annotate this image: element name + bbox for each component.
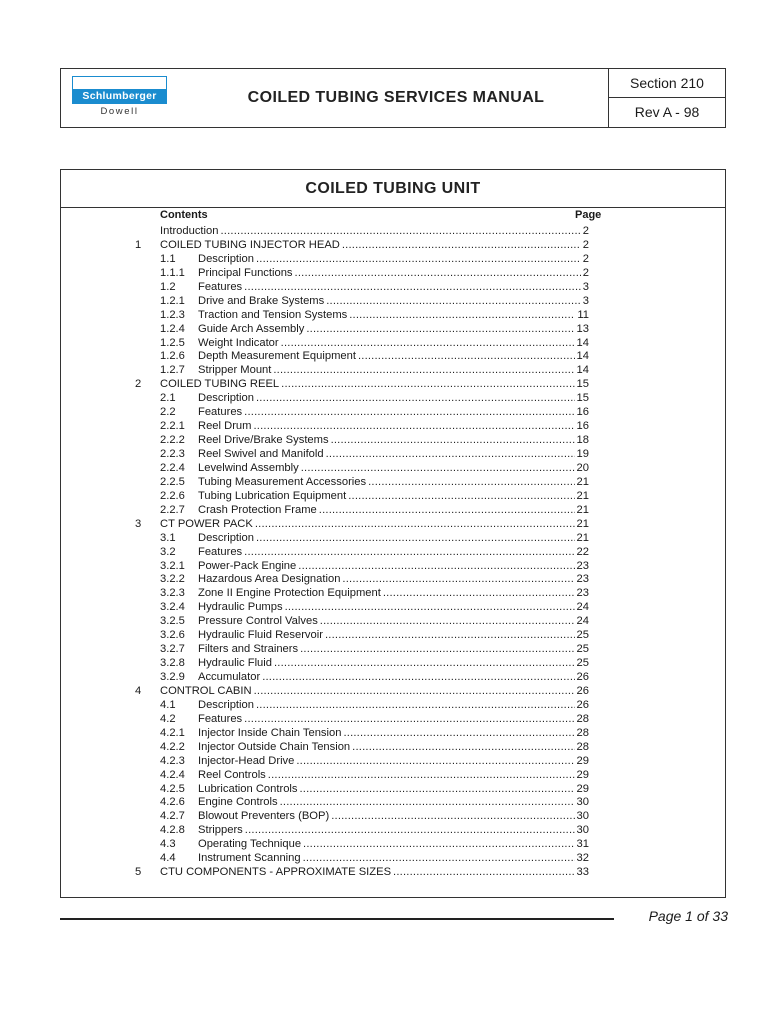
toc-leader-dots (331, 434, 575, 448)
toc-title: Description (198, 252, 254, 265)
toc-page-number: 16 (576, 406, 589, 419)
toc-section-number: 4.4 (160, 852, 176, 865)
toc-leader-dots (319, 504, 575, 518)
toc-section-number: 2.2.1 (160, 420, 185, 433)
toc-section-number: 4.2.8 (160, 824, 185, 837)
toc-page-number: 24 (576, 601, 589, 614)
toc-page-number: 28 (576, 726, 589, 739)
toc-entry (61, 434, 725, 448)
toc-leader-dots (285, 601, 575, 615)
toc-section-number: 1.2 (160, 280, 176, 293)
toc-title: Drive and Brake Systems (198, 294, 325, 307)
toc-entry (61, 225, 725, 239)
toc-page-number: 21 (576, 517, 589, 530)
toc-page-number: 30 (576, 824, 589, 837)
revision-label: Rev A - 98 (608, 98, 725, 127)
toc-title: Principal Functions (198, 266, 293, 279)
toc-title: Engine Controls (198, 796, 278, 809)
toc-title: Stripper Mount (198, 364, 272, 377)
toc-section-number: 2.2.3 (160, 448, 185, 460)
toc-page-number: 20 (576, 461, 589, 474)
toc-entry (61, 337, 725, 351)
toc-leader-dots (352, 741, 574, 755)
toc-page-number: 2 (582, 225, 589, 237)
toc-title: Hazardous Area Designation (198, 573, 341, 586)
toc-section-number: 4.2 (160, 712, 176, 725)
toc-title: Hydraulic Fluid Reservoir (198, 629, 323, 642)
toc-leader-dots (280, 796, 575, 810)
toc-entry (61, 476, 725, 490)
toc-title: Guide Arch Assembly (198, 322, 305, 335)
toc-leader-dots (220, 225, 580, 239)
toc-leader-dots (256, 392, 575, 406)
toc-leader-dots (256, 532, 575, 546)
toc-section-number: 4.2.5 (160, 782, 185, 795)
toc-leader-dots (244, 281, 581, 295)
toc-title: Crash Protection Frame (198, 503, 317, 516)
toc-page-number: 29 (576, 754, 589, 767)
toc-leader-dots (303, 852, 575, 866)
toc-title: CT POWER PACK (160, 517, 253, 530)
toc-leader-dots (393, 866, 575, 880)
logo-frame (72, 76, 167, 89)
toc-entry (61, 532, 725, 546)
toc-title: Injector-Head Drive (198, 754, 295, 767)
toc-page-number: 26 (576, 671, 589, 683)
toc-page-number: 14 (576, 336, 589, 349)
toc-entry (61, 490, 725, 504)
toc-entry (61, 323, 725, 337)
toc-leader-dots (255, 518, 575, 532)
toc-section-number: 3.2.3 (160, 587, 185, 600)
toc-title: CONTROL CABIN (160, 684, 252, 697)
toc-leader-dots (274, 657, 575, 671)
toc-section-number: 1.2.7 (160, 364, 185, 377)
toc-page-number: 22 (576, 545, 589, 558)
toc-leader-dots (342, 239, 581, 253)
toc-title: Traction and Tension Systems (198, 308, 348, 321)
page-title: COILED TUBING UNIT (61, 170, 725, 208)
toc-title: Tubing Lubrication Equipment (198, 489, 347, 502)
toc-title: Description (198, 531, 254, 544)
toc-title: Pressure Control Valves (198, 615, 318, 628)
toc-section-number: 3.1 (160, 531, 176, 544)
toc-entry (61, 643, 725, 657)
toc-entry (61, 601, 725, 615)
toc-entry (61, 713, 725, 727)
toc-entry (61, 378, 725, 392)
toc-section-number: 3.2.5 (160, 615, 185, 628)
page-number: Page 1 of 33 (648, 908, 728, 924)
toc-section-number: 1.1 (160, 252, 176, 265)
toc-page-number: 3 (582, 280, 589, 293)
toc-leader-dots (320, 615, 575, 629)
toc-page-number: 23 (576, 573, 589, 586)
contents-panel (60, 169, 726, 898)
toc-page-number: 2 (582, 238, 589, 251)
toc-page-number: 14 (576, 364, 589, 377)
company-logo (72, 76, 167, 117)
toc-entry (61, 420, 725, 434)
toc-leader-dots (343, 727, 574, 741)
toc-page-number: 24 (576, 615, 589, 628)
toc-section-number: 2.2.4 (160, 461, 185, 474)
toc-page-number: 28 (576, 740, 589, 753)
toc-entry (61, 741, 725, 755)
toc-entry (61, 504, 725, 518)
toc-leader-dots (306, 323, 574, 337)
toc-title: Hydraulic Pumps (198, 601, 283, 614)
toc-page-number: 2 (582, 266, 589, 279)
toc-title: Reel Swivel and Manifold (198, 448, 324, 460)
toc-title: Weight Indicator (198, 336, 279, 349)
toc-leader-dots (300, 783, 575, 797)
toc-entry (61, 755, 725, 769)
toc-title: Introduction (160, 225, 219, 237)
toc-entry (61, 546, 725, 560)
toc-title: Instrument Scanning (198, 852, 301, 865)
manual-title: COILED TUBING SERVICES MANUAL (247, 89, 545, 106)
toc-entry (61, 810, 725, 824)
toc-leader-dots (244, 546, 574, 560)
toc-title: Blowout Preventers (BOP) (198, 810, 330, 823)
toc-title: Levelwind Assembly (198, 461, 299, 474)
toc-section-number: 4.1 (160, 698, 176, 711)
toc-entry (61, 364, 725, 378)
toc-title: Lubrication Controls (198, 782, 298, 795)
toc-entry (61, 560, 725, 574)
toc-chapter-number: 1 (135, 238, 142, 251)
toc-page-number: 31 (576, 838, 589, 851)
page-column-label: Page (575, 209, 602, 221)
toc-section-number: 1.2.3 (160, 308, 185, 321)
toc-section-number: 3.2.8 (160, 657, 185, 670)
toc-page-number: 21 (576, 503, 589, 516)
toc-page-number: 11 (577, 308, 589, 321)
toc-section-number: 4.2.2 (160, 740, 185, 753)
toc-page-number: 28 (576, 712, 589, 725)
toc-page-number: 21 (576, 489, 589, 502)
toc-section-number: 1.1.1 (160, 266, 185, 279)
toc-entry (61, 309, 725, 323)
toc-title: Hydraulic Fluid (198, 657, 272, 670)
toc-title: Reel Drum (198, 420, 252, 433)
toc-leader-dots (342, 573, 574, 587)
section-number: Section 210 (608, 69, 725, 98)
toc-entry (61, 671, 725, 685)
toc-page-number: 15 (576, 392, 589, 405)
toc-entry (61, 573, 725, 587)
toc-section-number: 3.2.2 (160, 573, 185, 586)
toc-page-number: 33 (576, 866, 589, 879)
toc-page-number: 26 (576, 698, 589, 711)
toc-section-number: 4.2.4 (160, 768, 185, 781)
toc-page-number: 30 (576, 810, 589, 823)
toc-leader-dots (253, 420, 574, 434)
toc-entry (61, 392, 725, 406)
toc-section-number: 2.2.6 (160, 489, 185, 502)
toc-leader-dots (262, 671, 574, 685)
toc-entry (61, 587, 725, 601)
toc-page-number: 18 (576, 434, 589, 447)
toc-page-number: 25 (576, 629, 589, 642)
toc-entry (61, 685, 725, 699)
toc-title: CTU COMPONENTS - APPROXIMATE SIZES (160, 866, 392, 879)
toc-chapter-number: 2 (135, 378, 142, 391)
toc-entry (61, 769, 725, 783)
toc-section-number: 2.2.5 (160, 475, 185, 488)
toc-leader-dots (303, 838, 575, 852)
toc-entry (61, 281, 725, 295)
toc-entry (61, 406, 725, 420)
toc-leader-dots (326, 295, 581, 309)
toc-page-number: 19 (576, 448, 589, 460)
toc-page-number: 25 (576, 657, 589, 670)
toc-entry (61, 727, 725, 741)
toc-leader-dots (245, 824, 575, 838)
toc-section-number: 2.1 (160, 392, 176, 405)
toc-leader-dots (254, 685, 575, 699)
logo-subtitle: Dowell (100, 106, 139, 117)
toc-entry (61, 253, 725, 267)
toc-section-number: 3.2.7 (160, 643, 185, 656)
toc-title: Reel Controls (198, 768, 266, 781)
toc-entry (61, 448, 725, 462)
toc-title: Features (198, 280, 243, 293)
toc-entry (61, 518, 725, 532)
toc-page-number: 2 (582, 252, 589, 265)
toc-entry (61, 824, 725, 838)
toc-page-number: 26 (576, 684, 589, 697)
toc-title: Injector Outside Chain Tension (198, 740, 351, 753)
toc-leader-dots (296, 755, 574, 769)
toc-title: Description (198, 392, 254, 405)
document-header (60, 68, 726, 128)
toc-title: Accumulator (198, 671, 261, 683)
toc-title: Features (198, 406, 243, 419)
toc-entry (61, 838, 725, 852)
toc-title: Filters and Strainers (198, 643, 299, 656)
toc-page-number: 3 (582, 294, 589, 307)
toc-title: Strippers (198, 824, 243, 837)
toc-section-number: 1.2.1 (160, 294, 185, 307)
toc-page-number: 23 (576, 587, 589, 600)
toc-entry (61, 699, 725, 713)
toc-entry (61, 350, 725, 364)
toc-title: Operating Technique (198, 838, 302, 851)
toc-leader-dots (298, 560, 574, 574)
toc-leader-dots (281, 337, 575, 351)
table-of-contents (61, 225, 725, 880)
toc-page-number: 16 (576, 420, 589, 433)
toc-section-number: 1.2.6 (160, 350, 185, 363)
toc-entry (61, 629, 725, 643)
toc-title: COILED TUBING INJECTOR HEAD (160, 238, 340, 251)
toc-leader-dots (368, 476, 574, 490)
toc-chapter-number: 5 (135, 866, 142, 879)
toc-entry (61, 783, 725, 797)
toc-page-number: 30 (576, 796, 589, 809)
toc-page-number: 25 (576, 643, 589, 656)
toc-section-number: 2.2.7 (160, 503, 185, 516)
toc-title: Features (198, 545, 243, 558)
toc-section-number: 3.2.1 (160, 559, 185, 572)
toc-section-number: 1.2.4 (160, 322, 185, 335)
toc-entry (61, 657, 725, 671)
toc-section-number: 2.2 (160, 406, 176, 419)
toc-entry (61, 852, 725, 866)
toc-leader-dots (349, 309, 575, 323)
toc-leader-dots (358, 350, 575, 364)
toc-title: Depth Measurement Equipment (198, 350, 356, 363)
toc-section-number: 4.3 (160, 838, 176, 851)
toc-section-number: 4.2.1 (160, 726, 185, 739)
toc-leader-dots (268, 769, 575, 783)
toc-title: Injector Inside Chain Tension (198, 726, 342, 739)
toc-page-number: 21 (576, 531, 589, 544)
toc-section-number: 4.2.7 (160, 810, 185, 823)
toc-entry (61, 239, 725, 253)
toc-leader-dots (348, 490, 574, 504)
toc-leader-dots (244, 713, 574, 727)
footer-divider (60, 918, 614, 920)
toc-page-number: 29 (576, 782, 589, 795)
toc-leader-dots (295, 267, 581, 281)
toc-entry (61, 462, 725, 476)
toc-title: Description (198, 698, 254, 711)
toc-entry (61, 866, 725, 880)
toc-leader-dots (281, 378, 574, 392)
toc-chapter-number: 4 (135, 684, 142, 697)
toc-page-number: 23 (576, 559, 589, 572)
contents-label: Contents (160, 209, 208, 221)
toc-leader-dots (273, 364, 574, 378)
toc-section-number: 3.2.6 (160, 629, 185, 642)
toc-leader-dots (256, 699, 575, 713)
toc-chapter-number: 3 (135, 517, 142, 530)
toc-section-number: 2.2.2 (160, 434, 185, 447)
toc-leader-dots (326, 448, 575, 462)
toc-page-number: 21 (576, 475, 589, 488)
toc-page-number: 14 (576, 350, 589, 363)
toc-leader-dots (301, 462, 575, 476)
toc-title: Features (198, 712, 243, 725)
toc-leader-dots (244, 406, 574, 420)
toc-entry (61, 267, 725, 281)
toc-title: COILED TUBING REEL (160, 378, 280, 391)
toc-section-number: 3.2.4 (160, 601, 185, 614)
toc-leader-dots (325, 629, 575, 643)
toc-title: Power-Pack Engine (198, 559, 297, 572)
toc-section-number: 1.2.5 (160, 336, 185, 349)
toc-page-number: 13 (576, 322, 589, 335)
toc-leader-dots (256, 253, 581, 267)
toc-entry (61, 295, 725, 309)
toc-page-number: 15 (576, 378, 589, 391)
toc-title: Reel Drive/Brake Systems (198, 434, 329, 447)
toc-entry (61, 796, 725, 810)
toc-header (61, 209, 725, 223)
toc-entry (61, 615, 725, 629)
toc-section-number: 3.2.9 (160, 671, 185, 683)
toc-section-number: 4.2.3 (160, 754, 185, 767)
toc-section-number: 3.2 (160, 545, 176, 558)
toc-leader-dots (383, 587, 575, 601)
toc-title: Zone II Engine Protection Equipment (198, 587, 381, 600)
toc-leader-dots (331, 810, 574, 824)
toc-section-number: 4.2.6 (160, 796, 185, 809)
toc-page-number: 29 (576, 768, 589, 781)
toc-title: Tubing Measurement Accessories (198, 475, 367, 488)
toc-leader-dots (300, 643, 574, 657)
logo-name: Schlumberger (72, 89, 167, 104)
toc-page-number: 32 (576, 852, 589, 865)
